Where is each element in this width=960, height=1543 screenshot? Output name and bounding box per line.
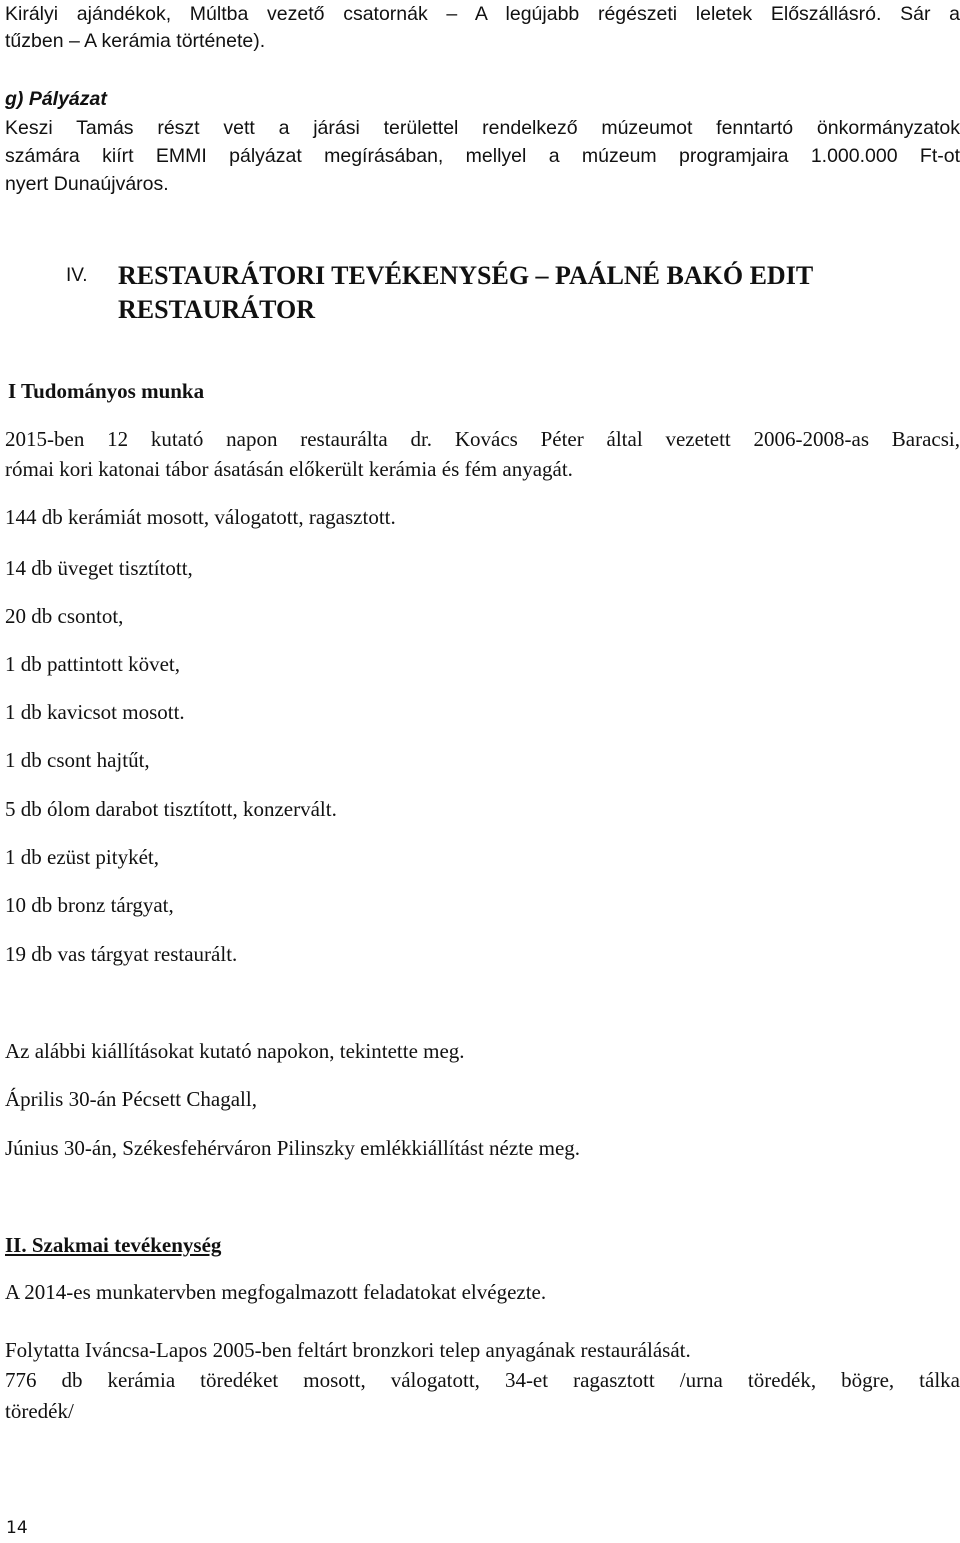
page-number: 14 [6,1518,28,1538]
section-g-line-1: Keszi Tamás részt vett a járási területtel rendelkező múzeumot fenntartó önkormányzatok [5,117,960,139]
exhibitions-intro: Az alábbi kiállításokat kutató napokon, tekintette meg. [5,1039,465,1063]
scientific-title: I Tudományos munka [8,379,205,403]
professional-title: II. Szakmai tevékenység [5,1233,222,1257]
exhibition-item: Április 30-án Pécsett Chagall, [5,1087,257,1111]
list-item: 144 db kerámiát mosott, válogatott, ragasztott. [5,505,396,529]
professional-para-2-line-3: töredék/ [5,1399,74,1423]
section-g-line-2: számára kiírt EMMI pályázat megírásában, mellyel a múzeum programjaira 1.000.000 Ft-ot [5,145,960,167]
list-item: 1 db ezüst pitykét, [5,845,159,869]
list-item: 10 db bronz tárgyat, [5,893,174,917]
scientific-para-line-1: 2015-ben 12 kutató napon restaurálta dr. Kovács Péter által vezetett 2006-2008-as Baracsi, [5,427,960,451]
list-item: 19 db vas tárgyat restaurált. [5,942,238,966]
chapter-title-line-1: RESTAURÁTORI TEVÉKENYSÉG – PAÁLNÉ BAKÓ EDIT [118,261,814,290]
professional-para-2-line-2: 776 db kerámia töredéket mosott, válogatott, 34-et ragasztott /urna töredék, bögre, tálka [5,1368,960,1392]
professional-para-2-line-1: Folytatta Iváncsa-Lapos 2005-ben feltárt bronzkori telep anyagának restaurálását. [5,1338,691,1362]
list-item: 14 db üveget tisztított, [5,556,193,580]
scientific-para-line-2: római kori katonai tábor ásatásán előkerült kerámia és fém anyagát. [5,457,573,481]
list-item: 20 db csontot, [5,604,124,628]
list-item: 1 db kavicsot mosott. [5,700,185,724]
intro-line-2: tűzben – A kerámia története). [5,30,266,52]
section-g-line-3: nyert Dunaújváros. [5,173,169,195]
section-g-title: g) Pályázat [5,88,107,110]
exhibition-item: Június 30-án, Székesfehérváron Pilinszky emlékkiállítást nézte meg. [5,1136,581,1160]
intro-line-1: Királyi ajándékok, Múltba vezető csatornák – A legújabb régészeti leletek Előszállásró. Sár a [5,3,960,25]
list-item: 1 db pattintott követ, [5,652,180,676]
chapter-title-line-2: RESTAURÁTOR [118,295,315,324]
chapter-number: IV. [66,265,88,286]
professional-para-1: A 2014-es munkatervben megfogalmazott feladatokat elvégezte. [5,1280,547,1304]
list-item: 5 db ólom darabot tisztított, konzervált. [5,797,337,821]
list-item: 1 db csont hajtűt, [5,748,150,772]
